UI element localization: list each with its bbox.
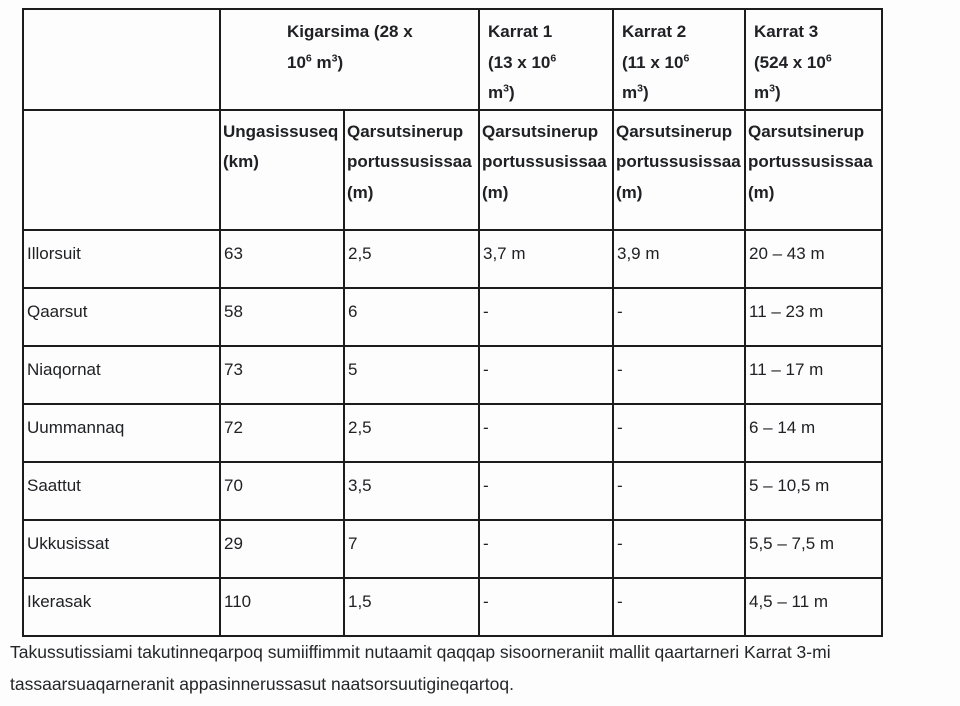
exponent-sup: 3 <box>769 82 775 95</box>
table-row-ikerasak <box>23 578 882 636</box>
cell-karrat3-height: 11 – 17 m <box>745 346 882 404</box>
header-text-fragment: m <box>622 83 638 103</box>
cell-distance: 73 <box>220 346 344 404</box>
cell-distance: 63 <box>220 230 344 288</box>
cell-karrat2-height: - <box>613 404 745 462</box>
corner-cell <box>23 9 220 110</box>
table-row-saattut <box>23 462 882 520</box>
header-text-fragment: ) <box>642 83 649 103</box>
cell-karrat3-height: 5,5 – 7,5 m <box>745 520 882 578</box>
cell-karrat1-height: - <box>479 404 613 462</box>
header-text-fragment: Karrat 2 (11 x 10 <box>622 22 687 72</box>
cell-karrat3-height: 11 – 23 m <box>745 288 882 346</box>
exponent-sup: 3 <box>637 82 643 95</box>
cell-karrat2-height: 3,9 m <box>613 230 745 288</box>
header-text <box>287 17 427 78</box>
cell-karrat1-height: - <box>479 578 613 636</box>
cell-karrat2-height: - <box>613 346 745 404</box>
header-text <box>754 17 844 109</box>
exponent-sup: 6 <box>683 51 690 64</box>
header-text-fragment: Kigarsima (28 x 10 <box>287 22 413 72</box>
cell-karrat3-height: 5 – 10,5 m <box>745 462 882 520</box>
sub-header-row <box>23 110 882 230</box>
cell-kigarsima-height: 6 <box>344 288 479 346</box>
cell-distance: 72 <box>220 404 344 462</box>
header-text-fragment: Karrat 1 (13 x 10 <box>488 22 553 72</box>
column-header-karrat-2 <box>613 9 745 110</box>
cell-kigarsima-height: 1,5 <box>344 578 479 636</box>
cell-kigarsima-height: 7 <box>344 520 479 578</box>
table-caption: Takussutissiami takutinneqarpoq sumiiffimmit nutaamit qaqqap sisoorneraniit mallit qaartarneri Karrat 3-mi tassaarsuaqarneranit appasinnerussasut naatsorsuutigineqartoq. <box>10 642 831 695</box>
header-text-fragment: m <box>754 83 770 103</box>
exponent-sup: 3 <box>503 82 509 95</box>
cell-karrat1-height: - <box>479 462 613 520</box>
cell-karrat2-height: - <box>613 578 745 636</box>
cell-karrat3-height: 6 – 14 m <box>745 404 882 462</box>
cell-distance: 58 <box>220 288 344 346</box>
corner-cell <box>23 110 220 230</box>
table-row-uummannaq <box>23 404 882 462</box>
column-header-kigarsima <box>220 9 479 110</box>
location-name: Ikerasak <box>23 578 220 636</box>
cell-karrat2-height: - <box>613 288 745 346</box>
header-text-fragment: Karrat 3 (524 x 10 <box>754 22 826 72</box>
cell-karrat2-height: - <box>613 462 745 520</box>
sub-header-distance: Ungasissuseq (km) <box>220 110 344 230</box>
header-text <box>488 17 578 109</box>
header-text-fragment: ) <box>337 52 344 72</box>
cell-karrat1-height: 3,7 m <box>479 230 613 288</box>
table-row-illorsuit <box>23 230 882 288</box>
header-text-fragment: ) <box>508 83 515 103</box>
cell-distance: 70 <box>220 462 344 520</box>
exponent-sup: 6 <box>825 51 832 64</box>
cell-kigarsima-height: 5 <box>344 346 479 404</box>
exponent-sup: 3 <box>331 51 338 64</box>
wave-height-table <box>22 8 883 637</box>
cell-karrat2-height: - <box>613 520 745 578</box>
exponent-sup: 6 <box>305 51 312 64</box>
location-name: Saattut <box>23 462 220 520</box>
sub-header-wave-height-karrat-1: Qarsutsinerup portussusissaa (m) <box>479 110 613 230</box>
location-name: Illorsuit <box>23 230 220 288</box>
location-name: Uummannaq <box>23 404 220 462</box>
location-name: Niaqornat <box>23 346 220 404</box>
table-row-niaqornat <box>23 346 882 404</box>
location-name: Ukkusissat <box>23 520 220 578</box>
cell-kigarsima-height: 3,5 <box>344 462 479 520</box>
header-text-fragment: m <box>311 52 332 72</box>
table-row-qaarsut <box>23 288 882 346</box>
cell-distance: 110 <box>220 578 344 636</box>
header-text-fragment: ) <box>774 83 781 103</box>
table-row-ukkusissat <box>23 520 882 578</box>
cell-karrat3-height: 4,5 – 11 m <box>745 578 882 636</box>
header-text <box>622 17 712 109</box>
location-name: Qaarsut <box>23 288 220 346</box>
column-header-karrat-3 <box>745 9 882 110</box>
cell-kigarsima-height: 2,5 <box>344 230 479 288</box>
cell-distance: 29 <box>220 520 344 578</box>
cell-karrat1-height: - <box>479 520 613 578</box>
cell-karrat1-height: - <box>479 346 613 404</box>
cell-karrat1-height: - <box>479 288 613 346</box>
exponent-sup: 6 <box>550 51 557 64</box>
header-text-fragment: m <box>488 83 504 103</box>
top-header-row <box>23 9 882 110</box>
column-header-karrat-1 <box>479 9 613 110</box>
cell-karrat3-height: 20 – 43 m <box>745 230 882 288</box>
sub-header-wave-height-karrat-3: Qarsutsinerup portussusissaa (m) <box>745 110 882 230</box>
cell-kigarsima-height: 2,5 <box>344 404 479 462</box>
sub-header-wave-height-karrat-2: Qarsutsinerup portussusissaa (m) <box>613 110 745 230</box>
sub-header-wave-height-kigarsima: Qarsutsinerup portussusissaa (m) <box>344 110 479 230</box>
